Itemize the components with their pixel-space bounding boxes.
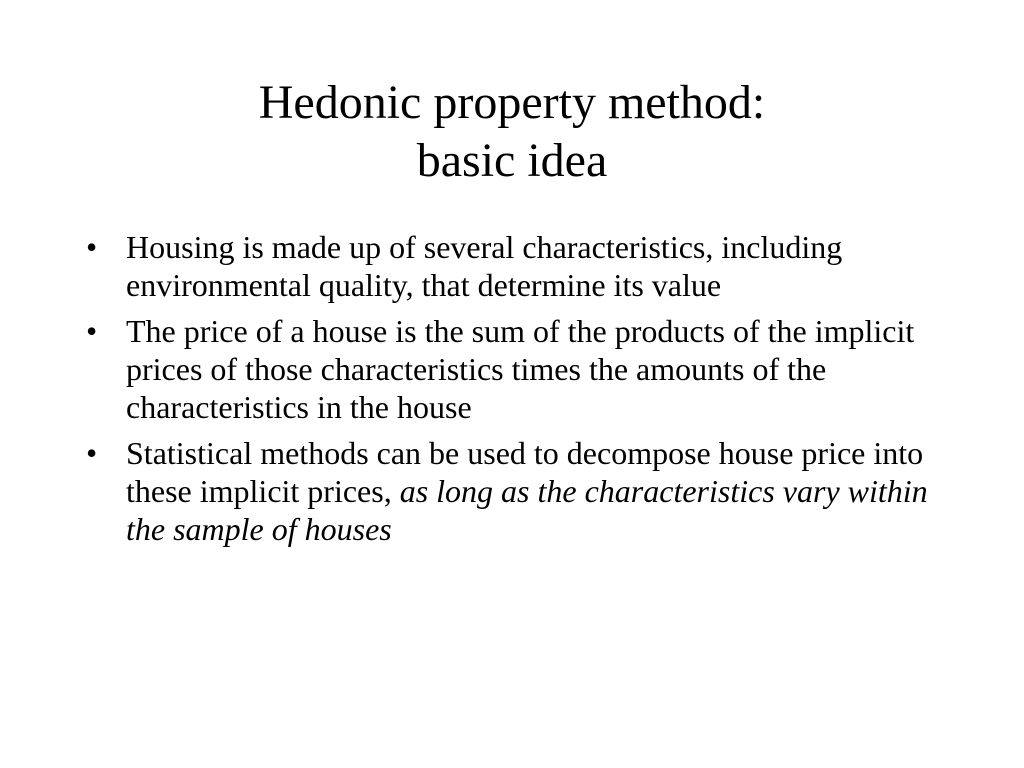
bullet-item-house-price [86, 312, 936, 426]
bullet-emphasis-text: as long as the characteristics vary within the sample of houses [126, 473, 928, 547]
bullet-icon: • [86, 229, 98, 265]
slide-title [112, 74, 912, 190]
bullet-icon: • [86, 313, 98, 349]
bullet-icon: • [86, 435, 98, 471]
bullet-text: Housing is made up of several characteristics, including environmental quality, that determine its value [126, 229, 843, 303]
title-line-1: Hedonic property method: [258, 76, 766, 129]
bullet-text: Statistical methods can be used to decompose house price into these implicit prices, [126, 435, 924, 509]
bullet-text: The price of a house is the sum of the products of the implicit prices of those characteristics times the amounts of the characteristics in the house [126, 313, 915, 425]
bullet-item-housing-characteristics [86, 228, 936, 304]
bullet-item-statistical-methods [86, 434, 936, 548]
bullet-list [86, 228, 936, 556]
title-line-2: basic idea [416, 134, 608, 187]
